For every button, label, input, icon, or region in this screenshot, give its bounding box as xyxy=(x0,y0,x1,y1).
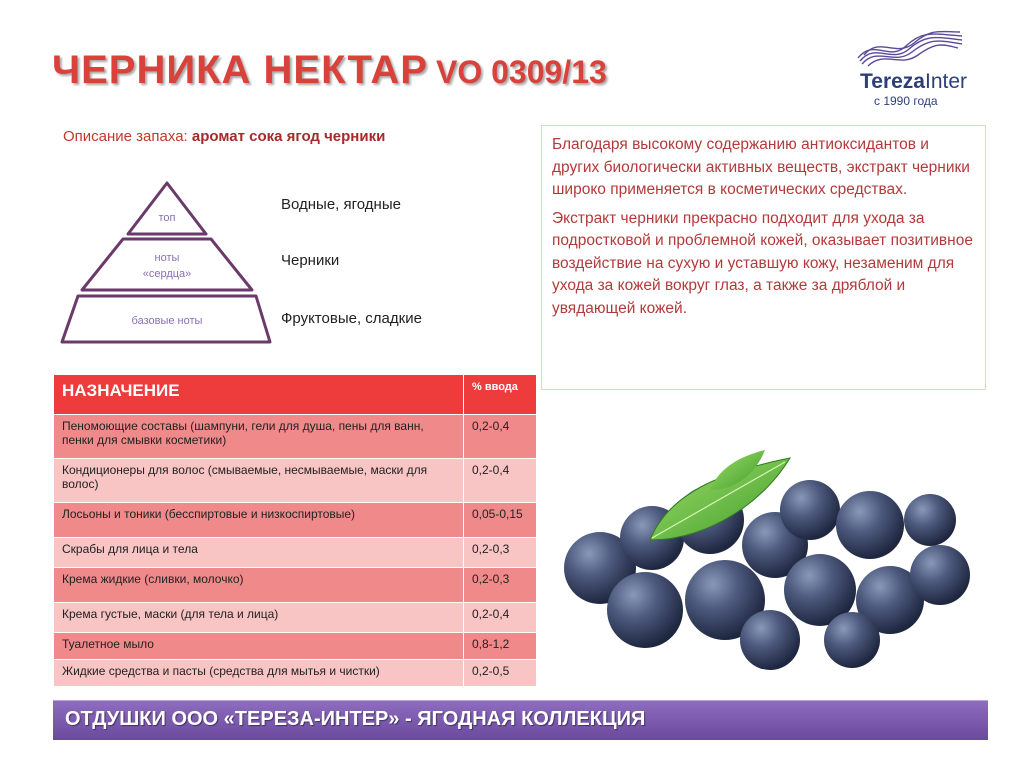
percent-cell: 0,05-0,15 xyxy=(464,503,537,538)
product-name: ЧЕРНИКА НЕКТАР xyxy=(52,48,428,92)
table-row xyxy=(54,633,537,660)
table-row xyxy=(54,459,537,503)
usage-cell: Жидкие средства и пасты (средства для мытья и чистки) xyxy=(54,660,464,687)
table-row xyxy=(54,568,537,603)
footer-text: ОТДУШКИ ООО «ТЕРЕЗА-ИНТЕР» - ЯГОДНАЯ КОЛЛЕКЦИЯ xyxy=(65,708,646,730)
footer-banner xyxy=(53,700,988,740)
percent-cell: 0,2-0,5 xyxy=(464,660,537,687)
scent-value: аромат сока ягод черники xyxy=(191,128,386,145)
page-title xyxy=(52,48,607,93)
heart-notes: Черники xyxy=(281,252,340,269)
percent-cell: 0,2-0,3 xyxy=(464,538,537,568)
usage-cell: Пеномоющие составы (шампуни, гели для душа, пены для ванн, пенки для смывки косметики) xyxy=(54,415,464,459)
scent-label: Описание запаха: xyxy=(63,128,188,145)
header-percent: % ввода xyxy=(464,375,537,415)
percent-cell: 0,2-0,4 xyxy=(464,603,537,633)
usage-cell: Лосьоны и тоники (бесспиртовые и низкоспиртовые) xyxy=(54,503,464,538)
pyramid-heart-tier xyxy=(82,239,252,290)
table-row xyxy=(54,660,537,687)
company-brand: TerezaInter xyxy=(860,70,968,93)
usage-cell: Крема жидкие (сливки, молочко) xyxy=(54,568,464,603)
base-notes: Фруктовые, сладкие xyxy=(281,310,422,327)
company-since: с 1990 года xyxy=(874,94,938,108)
fragrance-pyramid xyxy=(60,180,274,350)
wave-hair-logo-icon xyxy=(854,28,966,70)
percent-cell: 0,2-0,4 xyxy=(464,459,537,503)
header-usage: НАЗНАЧЕНИЕ xyxy=(54,375,464,415)
pyramid-top-label: топ xyxy=(158,212,176,224)
table-header-row xyxy=(54,375,537,415)
table-row xyxy=(54,415,537,459)
usage-cell: Кондиционеры для волос (смываемые, несмываемые, маски для волос) xyxy=(54,459,464,503)
product-code: VO 0309/13 xyxy=(435,54,607,90)
info-paragraph-1: Благодаря высокому содержанию антиоксидантов и других биологически активных веществ, экстракт черники широко применяется в косметических средствах. xyxy=(552,136,970,198)
percent-cell: 0,8-1,2 xyxy=(464,633,537,660)
table-row xyxy=(54,538,537,568)
table-row xyxy=(54,603,537,633)
scent-description xyxy=(63,128,385,145)
info-paragraph-2: Экстракт черники прекрасно подходит для ухода за подростковой и проблемной кожей, оказывает позитивное воздействие на сухую и уставшую кожу, незаменим для ухода за кожей вокруг глаз, а также за дряблой и увядающей кожей. xyxy=(552,209,973,317)
usage-cell: Скрабы для лица и тела xyxy=(54,538,464,568)
percent-cell: 0,2-0,4 xyxy=(464,415,537,459)
usage-cell: Крема густые, маски (для тела и лица) xyxy=(54,603,464,633)
top-notes: Водные, ягодные xyxy=(281,196,401,213)
pyramid-heart-label-1: ноты xyxy=(154,252,180,264)
usage-table xyxy=(53,374,537,687)
info-box xyxy=(541,125,986,390)
pyramid-heart-label-2: «сердца» xyxy=(142,268,192,280)
percent-cell: 0,2-0,3 xyxy=(464,568,537,603)
pyramid-base-label: базовые ноты xyxy=(131,315,203,327)
table-row xyxy=(54,503,537,538)
usage-cell: Туалетное мыло xyxy=(54,633,464,660)
blueberries-image xyxy=(560,450,1000,695)
pyramid-top-tier xyxy=(128,183,206,234)
company-logo xyxy=(846,28,976,108)
